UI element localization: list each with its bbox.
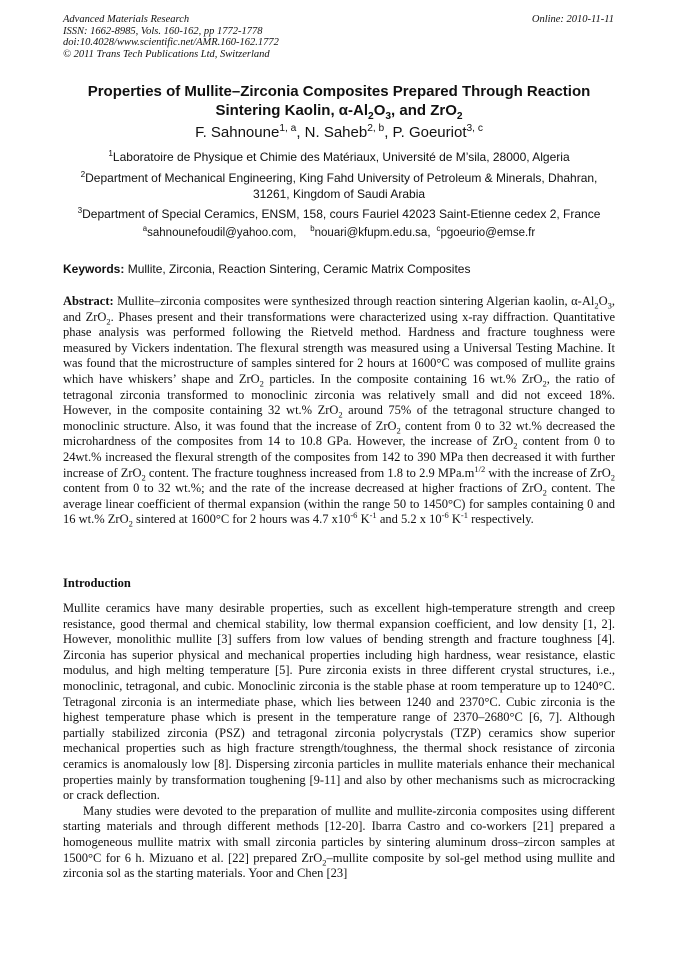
abstract-text: K [448,512,461,527]
abstract-superscript: -6 [350,510,358,521]
intro-text: Many studies were devoted to the preparation of mullite and mullite-zirconia composites using different starting materials and through different methods [12-20]. Ibarra Castro and co-workers [21] prepared a homogeneous mullite matrix with small zirconia particles by sintering aluminum dross–zircon samples at 1500°C for 6 h. Mizuano et al. [22] prepared ZrO [63,803,615,865]
abstract-text: , and ZrO [63,294,615,324]
affiliation-mark: 2 [80,170,86,179]
abstract-subscript: 2 [542,487,547,498]
abstract-text: particles. In the composite containing 16 wt.% ZrO [263,371,543,386]
author-list [40,124,638,141]
abstract-subscript: 2 [396,425,401,436]
keywords [63,262,615,276]
introduction-body [63,601,615,882]
abstract-subscript: 2 [141,472,146,483]
affiliation-text: Department of Special Ceramics, ENSM, 158, cours Fauriel 42023 Saint-Etienne cedex 2, France [82,207,601,221]
title-line-2 [40,101,638,120]
email-mark: a [142,224,148,234]
author-name: P. Goeuriot [392,124,467,141]
email-link[interactable]: pgoeurio@emse.fr [440,227,536,239]
author-name: F. Sahnoune [195,124,280,141]
email-link[interactable]: sahnounefoudil@yahoo.com, [147,227,297,239]
abstract-text: K [357,512,370,527]
author-emails [55,224,623,239]
abstract-subscript: 2 [594,300,599,311]
email-link[interactable]: nouari@kfupm.edu.sa, [314,227,431,239]
abstract-text: and 5.2 x 10 [376,512,442,527]
abstract-text: content. The fracture toughness increased from 1.8 to 2.9 MPa.m [145,465,475,480]
abstract-subscript: 2 [259,378,264,389]
abstract-subscript: 2 [610,472,615,483]
abstract-text: around 75% of the tetragonal structure changed to monoclinic structure. Also, it was found that the increase of ZrO [63,403,615,433]
author-separator: , [296,124,305,141]
abstract-text: content from 0 to 24wt.% increased the flexural strength of the composites from 142 to 390 MPa then decreased it with further increase of ZrO [63,434,615,480]
abstract-subscript: 2 [106,316,111,327]
abstract-subscript: 3 [607,300,612,311]
affiliation-text: 31261, Kingdom of Saudi Arabia [252,187,426,201]
affiliation-mark: 3 [77,206,83,215]
abstract-superscript: -6 [441,510,449,521]
title-subscript: 3 [385,111,392,122]
affiliation-2 [55,170,623,202]
affiliation-mark: 1 [108,149,113,158]
journal-doi[interactable]: doi:10.4028/www.scientific.net/AMR.160-162.1772 [63,37,279,49]
abstract-superscript: -1 [460,510,468,521]
affiliation-1 [55,149,623,165]
online-date: Online: 2010-11-11 [531,14,614,25]
abstract-subscript: 2 [542,378,547,389]
abstract-text: O [598,294,608,308]
keywords-text: Mullite, Zirconia, Reaction Sintering, Ceramic Matrix Composites [124,262,471,276]
abstract-text: , the ratio of tetragonal zirconia transformed to monoclinic zirconia was relatively small and did not exceed 18%. However, in the composite containing 32 wt.% ZrO [63,371,616,418]
abstract-superscript: 1/2 [474,463,486,474]
journal-name: Advanced Materials Research [63,14,190,25]
title-line-1: Properties of Mullite–Zirconia Composites Prepared Through Reaction [87,83,591,100]
title-subscript: 2 [368,111,374,122]
intro-paragraph-2 [63,804,615,882]
abstract-text: content from 0 to 32 wt.% decreased the microhardness of the composites from 14 to 10.8 GPa. However, the increase of ZrO [63,418,616,449]
intro-subscript: 2 [322,857,327,867]
abstract-subscript: 2 [338,409,343,420]
abstract-text: respectively. [467,512,534,527]
title-subscript: 2 [456,111,463,122]
affiliation-text: Department of Mechanical Engineering, King Fahd University of Petroleum & Minerals, Dhahran, [85,171,598,185]
abstract-text: . Phases present and their transformations were characterized using x-ray diffraction. Quantitative phase analysis was performed following the Rietveld method. Hardness and fracture toughness were measured by Vickers indentation. The flexural strength was measured using a Universal Testing Machine. It was found that the microstructure of samples sintered for 2 hours at 1600°C was composed of mullite grains which have whiskers’ shape and ZrO [63,309,616,386]
section-heading-introduction: Introduction [63,576,131,590]
email-mark: b [310,224,315,234]
abstract-text: with the increase of ZrO [485,465,611,480]
paper-title [40,82,638,120]
author-separator: , [384,124,393,141]
abstract-subscript: 2 [513,440,518,451]
abstract-text: content. The average linear coefficient of thermal expansion (within the range 50 to 1450°C) for samples containing 0 and 16 wt.% ZrO [63,481,616,527]
author-affiliation-mark: 3, c [466,123,483,134]
abstract-subscript: 2 [128,518,133,529]
email-mark: c [436,224,441,234]
intro-text: –mullite composite by sol-gel method using mullite and zirconia sol as the starting materials. Yoor and Chen [23] [63,850,615,881]
affiliation-text: Laboratoire de Physique et Chimie des Matériaux, Université de M’sila, 28000, Algeria [112,150,570,164]
abstract-label: Abstract: [63,294,114,308]
title-text: O [373,102,386,119]
keywords-label: Keywords: [63,262,125,276]
abstract-superscript: -1 [369,510,377,521]
affiliation-3 [55,206,623,222]
author-affiliation-mark: 2, b [367,123,385,134]
abstract-text: sintered at 1600°C for 2 hours was 4.7 x10 [132,512,351,527]
journal-header [63,14,279,60]
author-name: N. Saheb [304,124,368,141]
abstract-text: Mullite–zirconia composites were synthesized through reaction sintering Algerian kaolin, α-Al [113,294,595,308]
title-text: Sintering Kaolin, α-Al [215,102,369,119]
title-text: , and ZrO [391,102,457,119]
author-affiliation-mark: 1, a [279,123,297,134]
journal-issn: ISSN: 1662-8985, Vols. 160-162, pp 1772-1778 [63,25,263,37]
intro-paragraph-1: Mullite ceramics have many desirable properties, such as excellent high-temperature strength and creep resistance, good thermal and chemical stability, low thermal expansion coefficient, and low density [1, 2]. However, monolithic mullite [3] suffers from low values of bending strength and fracture toughness [4]. Zirconia has superior physical and mechanical properties including high hardness, wear resistance, elastic modulus, and high melting temperature [5]. Pure zirconia exists in three different crystal structures, i.e., monoclinic, tetragonal, and cubic. Monoclinic zirconia is the stable phase at room temperature up to 1240°C. Tetragonal zirconia is an intermediate phase, which lies between 1240 and 2370°C. Cubic zirconia is the highest temperature phase which is present in the temperature range of 2370–2680°C [6, 7]. Although partially stabilized zirconia (PSZ) and tetragonal zirconia polycrystals (TZP) ceramics show superior mechanical properties such as high fracture strength/toughness, the thermal shock resistance of zirconia ceramics is anomalously low [8]. Dispersing zirconia particles in mullite materials enhance their mechanical properties mainly by transformation toughening [9-11] and also by other mechanisms such as microcracking or crack deflection. [63,601,615,803]
journal-copyright: © 2011 Trans Tech Publications Ltd, Switzerland [63,48,270,60]
abstract-text: content from 0 to 32 wt.%; and the rate of the increase decreased at higher fractions of ZrO [63,481,543,496]
abstract [63,294,615,528]
